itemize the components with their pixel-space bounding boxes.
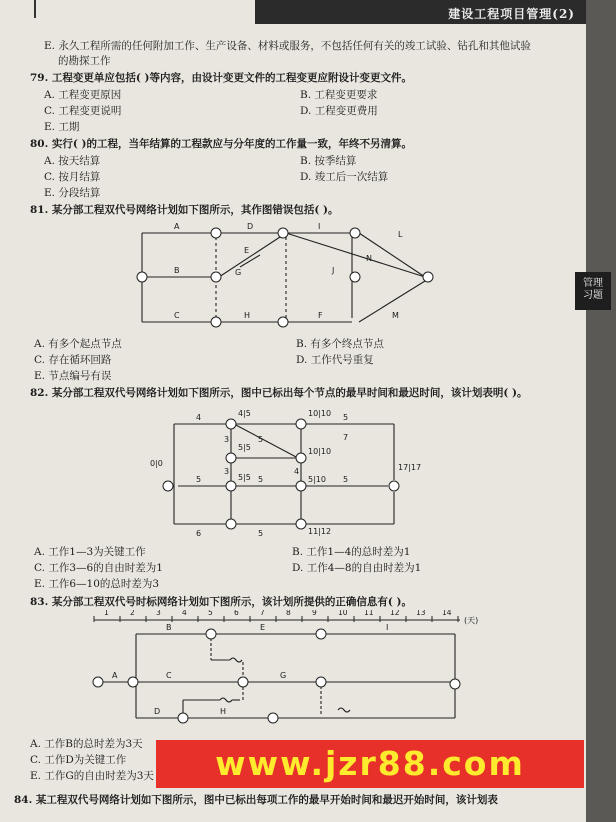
axis-tick-label: 8 xyxy=(286,610,291,617)
axis-tick-label: 14 xyxy=(442,610,452,617)
node-time: 4|5 xyxy=(238,409,251,418)
question-82: 82. 某分部工程双代号网络计划如下图所示，图中已标出每个节点的最早时间和最迟时间，该计划表明( )。 xyxy=(30,387,528,399)
option-d: D. 工作代号重复 xyxy=(296,354,374,366)
axis-tick-label: 11 xyxy=(364,610,374,617)
activity-label: A xyxy=(174,222,180,231)
activity-label: J xyxy=(332,266,335,275)
option-a: A. 有多个起点节点 xyxy=(34,338,122,350)
option-e: E. 工作6—10的总时差为3 xyxy=(34,578,160,590)
option-d: D. 工作4—8的自由时差为1 xyxy=(292,562,422,574)
axis-tick-label: 4 xyxy=(182,610,187,617)
timescale-network-83 xyxy=(90,610,490,732)
duration-label: 4 xyxy=(294,467,300,476)
option-e: E. 分段结算 xyxy=(44,187,101,199)
side-tab: 管理 习题 xyxy=(575,272,611,310)
duration-label: 5 xyxy=(258,529,264,538)
activity-label: C xyxy=(174,311,180,320)
axis-unit: (天) xyxy=(464,616,479,625)
network-diagram-82 xyxy=(148,400,438,540)
axis-tick-label: 6 xyxy=(234,610,239,617)
option-text: E. 永久工程所需的任何附加工作、生产设备、材料或服务，不包括任何有关的竣工试验、钻孔和其他试验 xyxy=(44,40,531,52)
option-c: C. 工程变更说明 xyxy=(44,105,122,117)
axis-tick-label: 13 xyxy=(416,610,426,617)
question-83: 83. 某分部工程双代号时标网络计划如下图所示，该计划所提供的正确信息有( )。 xyxy=(30,596,413,608)
duration-label: 3 xyxy=(224,435,230,444)
page-edge-shadow xyxy=(586,0,616,822)
node-time: 11|12 xyxy=(308,527,332,536)
activity-label: D xyxy=(247,222,254,231)
activity-label: C xyxy=(166,671,172,680)
node-time: 10|10 xyxy=(308,409,332,418)
option-a: A. 工作B的总时差为3天 xyxy=(30,738,143,750)
node-time: 5|5 xyxy=(238,443,251,452)
axis-tick-label: 1 xyxy=(104,610,109,617)
option-d: D. 工程变更费用 xyxy=(300,105,378,117)
header-bar xyxy=(255,0,595,24)
duration-label: 7 xyxy=(343,433,349,442)
activity-label: L xyxy=(398,230,403,239)
axis-tick-label: 7 xyxy=(260,610,265,617)
activity-label: M xyxy=(392,311,399,320)
activity-label: F xyxy=(318,311,323,320)
axis-tick-label: 9 xyxy=(312,610,317,617)
option-a: A. 按天结算 xyxy=(44,155,101,167)
question-84: 84. 某工程双代号网络计划如下图所示，图中已标出每项工作的最早开始时间和最迟开始时间，该计划表 xyxy=(14,794,498,806)
duration-label: 4 xyxy=(196,413,202,422)
option-a: A. 工程变更原因 xyxy=(44,89,122,101)
option-c: C. 工作D为关键工作 xyxy=(30,754,127,766)
axis-tick-label: 5 xyxy=(208,610,213,617)
activity-label: H xyxy=(244,311,251,320)
duration-label: 5 xyxy=(196,475,202,484)
option-c: C. 存在循环回路 xyxy=(34,354,112,366)
activity-label: I xyxy=(318,222,321,231)
question-79: 79. 工程变更单应包括( )等内容，由设计变更文件的工程变更应附设计变更文件。 xyxy=(30,72,413,84)
option-c: C. 工作3—6的自由时差为1 xyxy=(34,562,163,574)
option-a: A. 工作1—3为关键工作 xyxy=(34,546,146,558)
axis-tick-label: 2 xyxy=(130,610,135,617)
activity-label: A xyxy=(112,671,118,680)
activity-label: B xyxy=(174,266,180,275)
activity-label: I xyxy=(386,623,389,632)
option-b: B. 有多个终点节点 xyxy=(296,338,384,350)
option-d: D. 竣工后一次结算 xyxy=(300,171,389,183)
duration-label: 5 xyxy=(258,475,264,484)
option-e: E. 节点编号有误 xyxy=(34,370,112,382)
network-diagram-81 xyxy=(130,215,440,333)
question-81: 81. 某分部工程双代号网络计划如下图所示，其作图错误包括( )。 xyxy=(30,204,339,216)
option-b: B. 工作1—4的总时差为1 xyxy=(292,546,411,558)
watermark-banner xyxy=(156,740,584,788)
question-80: 80. 实行( )的工程，当年结算的工程款应与分年度的工作量一致，年终不另清算。 xyxy=(30,138,413,150)
activity-label: N xyxy=(366,254,372,263)
option-b: B. 按季结算 xyxy=(300,155,357,167)
duration-label: 5 xyxy=(258,435,264,444)
axis-tick-label: 3 xyxy=(156,610,161,617)
activity-label: E xyxy=(244,246,250,255)
duration-label: 5 xyxy=(343,475,349,484)
axis-tick-label: 12 xyxy=(390,610,400,617)
axis-tick-label: 10 xyxy=(338,610,348,617)
option-c: C. 按月结算 xyxy=(44,171,101,183)
activity-label: G xyxy=(235,268,242,277)
option-e: E. 工期 xyxy=(44,121,80,133)
watermark-text: www.jzr88.com xyxy=(215,744,525,783)
node-time: 5|10 xyxy=(308,475,326,484)
option-e: E. 工作G的自由时差为3天 xyxy=(30,770,154,782)
option-text: 的勘探工作 xyxy=(58,55,111,67)
duration-label: 5 xyxy=(343,413,349,422)
node-time: 17|17 xyxy=(398,463,422,472)
option-b: B. 工程变更要求 xyxy=(300,89,378,101)
activity-label: B xyxy=(166,623,172,632)
duration-label: 3 xyxy=(224,467,230,476)
node-time: 0|0 xyxy=(150,459,163,468)
page-rule xyxy=(34,0,36,18)
activity-label: E xyxy=(260,623,266,632)
duration-label: 6 xyxy=(196,529,202,538)
header-title: 建设工程项目管理(2) xyxy=(448,7,575,21)
activity-label: H xyxy=(220,707,227,716)
activity-label: D xyxy=(154,707,161,716)
activity-label: G xyxy=(280,671,287,680)
node-time: 5|5 xyxy=(238,473,251,482)
node-time: 10|10 xyxy=(308,447,332,456)
